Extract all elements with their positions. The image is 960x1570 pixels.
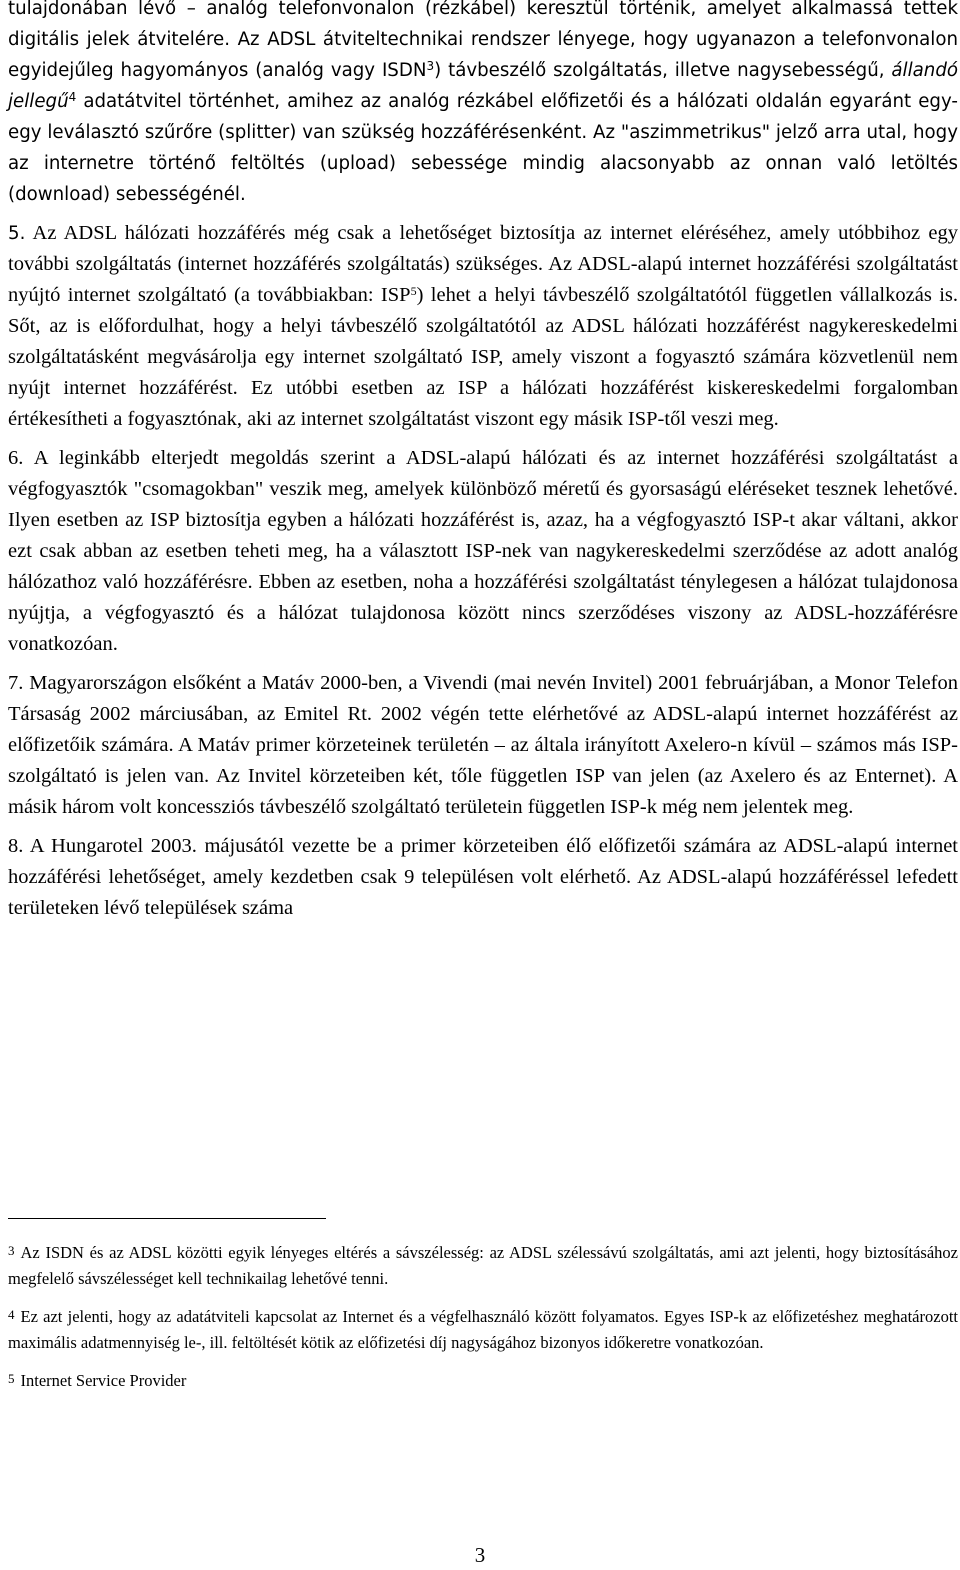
- footnote-text: Internet Service Provider: [20, 1371, 187, 1390]
- document-body: [8, 0, 958, 932]
- paragraph-7: [8, 668, 958, 823]
- footnote-4: [8, 1302, 958, 1355]
- footnote-ref-4: 4: [68, 90, 77, 104]
- paragraph-number: 5.: [8, 223, 26, 244]
- paragraph-8-text: A Hungarotel 2003. májusától vezette be a primer körzeteiben élő előfizetői számára az ADSL-alapú internet hozzáférési lehetőséget, amely kezdetben csak 9 településen volt elérhető. Az ADSL-alapú hozzáféréssel lefedett területeken lévő települések száma: [8, 835, 958, 919]
- page-number: 3: [474, 1543, 486, 1567]
- paragraph-8: [8, 831, 958, 924]
- paragraph-4-text: tulajdonában lévő – analóg telefonvonalon (rézkábel) keresztül történik, amelyet alkalmassá tettek digitális jelek átvitelére. Az ADSL átviteltechnikai rendszer lényege, hogy ugyanazon a telefonvonalon egyidejűleg hagyományos (analóg vagy ISDN: [8, 0, 958, 81]
- footnotes: [8, 1238, 958, 1405]
- footnote-ref-5: 5: [410, 284, 417, 298]
- paragraph-6-text: A leginkább elterjedt megoldás szerint a ADSL-alapú hálózati és az internet hozzáférési szolgáltatást a végfogyasztók "csomagokban" veszik meg, amelyek különböző méretű és gyorsaságú eléréseket tesznek lehetővé. Ilyen esetben az ISP biztosítja egyben a hálózati hozzáférést is, azaz, ha a végfogyasztó ISP-t akar váltani, akkor ezt csak abban az esetben teheti meg, ha a választott ISP-nek van nagykereskedelmi szerződése az adott analóg hálózathoz való hozzáférésre. Ebben az esetben, noha a hozzáférési szolgáltatást ténylegesen a hálózat tulajdonosa nyújtja, a végfogyasztó és a hálózat tulajdonosa között nincs szerződéses viszony az ADSL-hozzáférésre vonatkozóan.: [8, 447, 958, 655]
- footnote-mark: 4: [8, 1307, 15, 1322]
- paragraph-4-continued: [8, 0, 958, 210]
- paragraph-4-italic: állandó jellegű: [8, 60, 959, 112]
- paragraph-5-text: Az ADSL hálózati hozzáférés még csak a lehetőséget biztosítja az internet eléréséhez, amely utóbbihoz egy további szolgáltatás (internet hozzáférés szolgáltatás) szükséges.: [8, 222, 958, 275]
- paragraph-number: 8.: [8, 835, 24, 857]
- footnote-text: Ez azt jelenti, hogy az adatátviteli kapcsolat az Internet és a végfelhasználó között folyamatos. Egyes ISP-k az előfizetéshez meghatározott maximális adatmennyiség le-, ill. feltöltését kötik az előfizetési díj nagyságához bizonyos időkeretre vonatkozóan.: [8, 1307, 958, 1352]
- paragraph-6: [8, 443, 958, 660]
- footnote-text: Az ISDN és az ADSL közötti egyik lényeges eltérés a sávszélesség: az ADSL szélessávú szolgáltatás, ami azt jelenti, hogy biztosításához megfelelő sávszélességet kell technikailag lehetővé tenni.: [8, 1243, 958, 1288]
- footnote-ref-3: 3: [426, 59, 435, 73]
- paragraph-number: 6.: [8, 447, 24, 469]
- paragraph-5-text-b: Az ADSL-alapú internet hozzáférési szolgáltatást nyújtó internet szolgáltató (a továbbiakban: ISP: [8, 253, 958, 306]
- footnote-5: [8, 1366, 958, 1394]
- footnote-mark: 3: [8, 1243, 15, 1258]
- paragraph-5-text-c: ) lehet a helyi távbeszélő szolgáltatótól független vállalkozás is. Sőt, az is előfordulhat, hogy a helyi távbeszélő szolgáltatótól az ADSL hálózati hozzáférést nagykereskedelmi szolgáltatásként megvásárolja egy internet szolgáltató ISP, amely viszont a fogyasztó számára közvetlenül nem nyújt internet hozzáférést. Ez utóbbi esetben az ISP a hálózati hozzáférést kiskereskedelmi forgalomban értékesítheti a fogyasztónak, aki az internet szolgáltatást viszont egy másik ISP-től veszi meg.: [8, 284, 959, 430]
- paragraph-4-text-b: ) távbeszélő szolgáltatás, illetve nagysebességű,: [434, 60, 892, 81]
- paragraph-7-text: Magyarországon elsőként a Matáv 2000-ben, a Vivendi (mai nevén Invitel) 2001 februárjában, a Monor Telefon Társaság 2002 márciusában, az Emitel Rt. 2002 végén tette elérhetővé az ADSL-alapú internet hozzáférést az előfizetőik számára. A Matáv primer körzeteinek területén – az általa irányított Axelero-n kívül – számos más ISP-szolgáltató is jelen van. Az Invitel körzeteiben két, tőle független ISP van jelen (az Axelero és az Enternet). A másik három volt koncessziós távbeszélő szolgáltató területein független ISP-k még nem jelentek meg.: [8, 672, 958, 818]
- paragraph-4-text-c: adatátvitel történhet, amihez az analóg rézkábel előfizetői és a hálózati oldalán egyaránt egy-egy leválasztó szűrőre (splitter) van szükség hozzáférésenként. Az "aszimmetrikus" jelző arra utal, hogy az internetre történő feltöltés (upload) sebessége mindig alacsonyabb az onnan való letöltés (download) sebességénél.: [8, 91, 958, 205]
- footnote-separator: [8, 1218, 326, 1219]
- paragraph-5: [8, 218, 958, 435]
- footnote-3: [8, 1238, 958, 1291]
- paragraph-number: 7.: [8, 672, 24, 694]
- footnote-mark: 5: [8, 1371, 15, 1386]
